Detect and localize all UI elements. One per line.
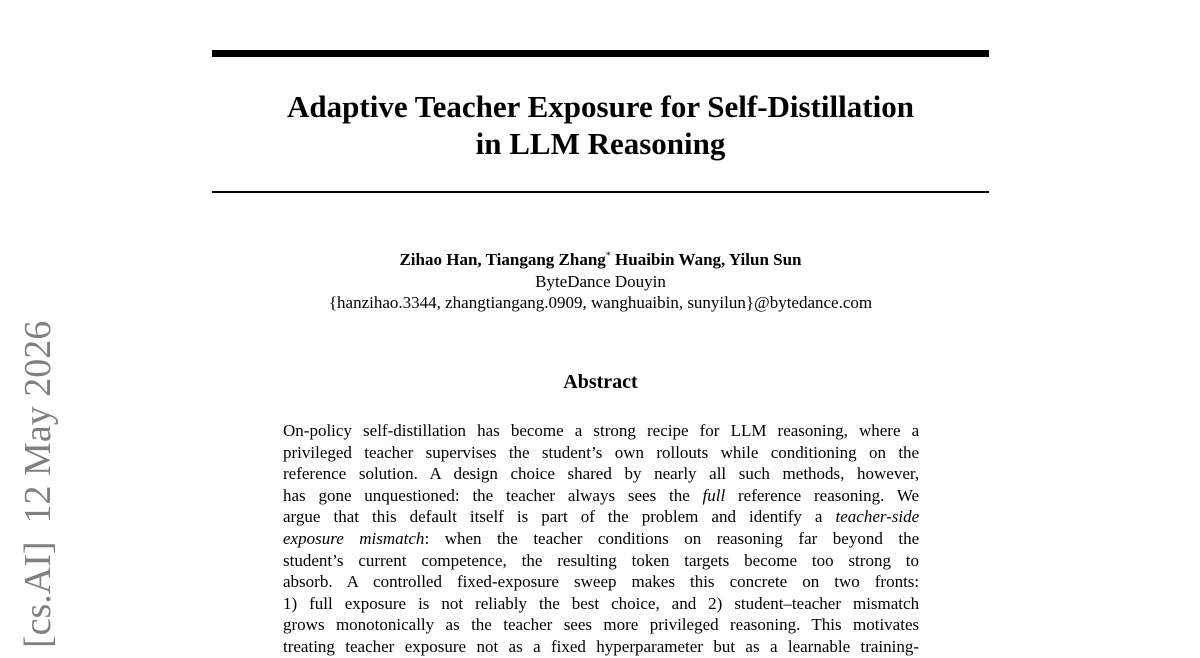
abstract-word: : bbox=[424, 528, 430, 548]
abstract-word: as bbox=[445, 615, 460, 635]
abstract-word: all bbox=[709, 464, 727, 484]
title-line: Adaptive Teacher Exposure for Self-Distillation bbox=[287, 89, 914, 124]
abstract-word: not bbox=[476, 636, 499, 656]
abstract-emphasis: teacher-side bbox=[835, 507, 920, 527]
abstract-word: on bbox=[868, 442, 886, 462]
abstract-line bbox=[283, 463, 919, 485]
abstract-word: rollouts bbox=[656, 442, 709, 462]
abstract-word: absorb. bbox=[283, 572, 333, 592]
affiliation: ByteDance Douyin bbox=[535, 271, 666, 291]
abstract-word: has bbox=[283, 485, 306, 505]
abstract-word: nearly bbox=[654, 464, 697, 484]
authors-part-2: Huaibin Wang, Yilun Sun bbox=[615, 250, 802, 269]
abstract-word: a bbox=[911, 421, 920, 440]
abstract-word: reasoning bbox=[716, 528, 783, 548]
abstract-word: that bbox=[333, 507, 359, 527]
title-line: in LLM Reasoning bbox=[475, 126, 726, 161]
abstract-word: fronts: bbox=[874, 572, 920, 592]
abstract-word: LLM bbox=[730, 421, 767, 440]
abstract-word: part bbox=[541, 507, 568, 527]
abstract-word: the bbox=[471, 615, 492, 635]
abstract-word: the bbox=[668, 485, 690, 505]
abstract-word: more bbox=[603, 615, 639, 635]
abstract-word: controlled bbox=[373, 572, 442, 592]
abstract-word: teacher bbox=[364, 442, 414, 462]
abstract-word: motivates bbox=[853, 615, 920, 635]
abstract-word: the bbox=[898, 528, 920, 548]
abstract-body bbox=[283, 420, 919, 658]
abstract-word: conditions bbox=[597, 528, 669, 548]
abstract-word: a bbox=[814, 507, 823, 527]
abstract-word: while bbox=[720, 442, 759, 462]
abstract-word: grows bbox=[283, 615, 325, 635]
abstract-word: best bbox=[571, 593, 600, 613]
abstract-word: design bbox=[453, 464, 498, 484]
abstract-word: training- bbox=[860, 636, 920, 656]
abstract-line bbox=[283, 442, 919, 464]
abstract-word: exposure bbox=[344, 593, 407, 613]
abstract-word: this bbox=[372, 507, 397, 527]
abstract-word: and bbox=[671, 593, 697, 613]
abstract-word: when bbox=[444, 528, 482, 548]
abstract-word: sees bbox=[563, 615, 593, 635]
abstract-word: teacher bbox=[506, 485, 556, 505]
abstract-word: A bbox=[346, 572, 359, 592]
abstract-word: however, bbox=[857, 464, 920, 484]
abstract-word: a bbox=[533, 636, 541, 656]
abstract-word: learnable bbox=[787, 636, 851, 656]
abstract-word: own bbox=[614, 442, 644, 462]
abstract-word: sees bbox=[627, 485, 657, 505]
abstract-word: the bbox=[497, 528, 518, 548]
title-rule bbox=[212, 191, 989, 193]
abstract-word: full bbox=[309, 593, 333, 613]
abstract-word: competence, bbox=[421, 550, 507, 570]
abstract-word: the bbox=[898, 442, 920, 462]
abstract-word: reasoning. bbox=[730, 615, 801, 635]
author-emails: {hanzihao.3344, zhangtiangang.0909, wanghuaibin, sunyilun}@bytedance.com bbox=[328, 293, 873, 312]
abstract-word: is bbox=[516, 507, 529, 527]
abstract-word: a bbox=[769, 636, 778, 656]
abstract-word: privileged bbox=[649, 615, 719, 635]
top-rule bbox=[212, 50, 989, 57]
abstract-line bbox=[283, 593, 919, 615]
abstract-word: recipe bbox=[647, 421, 689, 440]
abstract-line bbox=[283, 636, 919, 658]
abstract-word: such bbox=[738, 464, 770, 484]
abstract-word: teacher bbox=[533, 528, 583, 548]
abstract-word: the bbox=[472, 485, 494, 505]
abstract-word: this bbox=[689, 572, 715, 592]
abstract-word: makes bbox=[631, 572, 675, 592]
abstract-word: reasoning. bbox=[814, 485, 885, 505]
abstract-word: identify bbox=[749, 507, 802, 527]
abstract-emphasis: mismatch bbox=[359, 528, 425, 548]
abstract-word: two bbox=[834, 572, 860, 592]
abstract-word: resulting bbox=[557, 550, 617, 570]
abstract-word: teacher bbox=[503, 615, 553, 635]
abstract-word: too bbox=[811, 550, 834, 570]
abstract-word: itself bbox=[469, 507, 504, 527]
abstract-word: as bbox=[508, 636, 523, 656]
abstract-word: reference bbox=[738, 485, 802, 505]
abstract-word: mismatch bbox=[852, 593, 920, 613]
abstract-heading: Abstract bbox=[563, 371, 638, 393]
abstract-word: a bbox=[574, 421, 583, 440]
abstract-word: beyond bbox=[832, 528, 883, 548]
arxiv-side-stamp bbox=[8, 321, 68, 648]
abstract-word: strong bbox=[848, 550, 891, 570]
abstract-word: token bbox=[631, 550, 670, 570]
abstract-word: to bbox=[905, 550, 920, 570]
abstract-word: reference bbox=[283, 464, 347, 484]
abstract-line bbox=[283, 485, 919, 507]
abstract-word: current bbox=[358, 550, 407, 570]
abstract-word: teacher bbox=[345, 636, 395, 656]
abstract-word: become bbox=[744, 550, 797, 570]
abstract-word: argue bbox=[283, 507, 321, 527]
abstract-word: student’s bbox=[541, 442, 603, 462]
abstract-word: far bbox=[798, 528, 818, 548]
abstract-word: self-distillation bbox=[363, 421, 466, 440]
abstract-word: problem bbox=[641, 507, 699, 527]
arxiv-category: [cs.AI] bbox=[17, 541, 59, 648]
abstract-word: reasoning, bbox=[777, 421, 848, 440]
paper-title bbox=[212, 88, 989, 162]
abstract-word: on bbox=[684, 528, 702, 548]
abstract-word: A bbox=[429, 464, 441, 484]
abstract-word: the bbox=[607, 507, 629, 527]
arxiv-date: 12 May 2026 bbox=[17, 320, 59, 524]
abstract-word: strong bbox=[593, 421, 636, 440]
abstract-word: We bbox=[896, 485, 920, 505]
abstract-word: gone bbox=[318, 485, 352, 505]
abstract-word: shared bbox=[567, 464, 612, 484]
abstract-word: 1) bbox=[283, 593, 298, 613]
abstract-word: sweep bbox=[574, 572, 617, 592]
abstract-word: conditioning bbox=[770, 442, 857, 462]
abstract-word: and bbox=[711, 507, 736, 527]
abstract-word: student–teacher bbox=[734, 593, 841, 613]
abstract-word: as bbox=[745, 636, 760, 656]
abstract-line bbox=[283, 550, 919, 572]
abstract-word: of bbox=[580, 507, 595, 527]
author-block bbox=[212, 249, 989, 314]
abstract-word: student’s bbox=[283, 550, 344, 570]
abstract-line bbox=[283, 571, 919, 593]
abstract-word: fixed bbox=[550, 636, 586, 656]
abstract-word: choice bbox=[510, 464, 555, 484]
abstract-word: choice, bbox=[611, 593, 660, 613]
abstract-word: where bbox=[858, 421, 901, 440]
abstract-word: On-policy bbox=[283, 421, 352, 440]
abstract-word: the bbox=[521, 550, 543, 570]
abstract-word: by bbox=[624, 464, 642, 484]
abstract-word: solution. bbox=[358, 464, 418, 484]
abstract-word: 2) bbox=[708, 593, 723, 613]
abstract-emphasis: exposure bbox=[283, 528, 344, 548]
abstract-word: not bbox=[441, 593, 464, 613]
abstract-word: privileged bbox=[283, 442, 352, 462]
abstract-word: treating bbox=[283, 636, 335, 656]
abstract-line bbox=[283, 614, 919, 636]
abstract-word: but bbox=[713, 636, 736, 656]
abstract-word: the bbox=[508, 442, 530, 462]
abstract-word: reliably bbox=[475, 593, 527, 613]
abstract-word: is bbox=[418, 593, 430, 613]
abstract-word: targets bbox=[684, 550, 730, 570]
authors-part-1: Zihao Han, Tiangang Zhang bbox=[399, 250, 606, 269]
corresponding-author-mark: * bbox=[605, 250, 611, 262]
abstract-line bbox=[283, 528, 919, 550]
abstract-word: monotonically bbox=[335, 615, 435, 635]
abstract-word: concrete bbox=[729, 572, 788, 592]
abstract-word: unquestioned: bbox=[364, 485, 460, 505]
abstract-word: exposure bbox=[404, 636, 467, 656]
abstract-word: supervises bbox=[425, 442, 497, 462]
abstract-word: always bbox=[567, 485, 616, 505]
abstract-word: the bbox=[538, 593, 560, 613]
author-names bbox=[212, 249, 989, 271]
abstract-word: on bbox=[802, 572, 820, 592]
abstract-word: default bbox=[409, 507, 457, 527]
abstract-emphasis: full bbox=[702, 485, 726, 505]
abstract-word: has bbox=[477, 421, 500, 440]
abstract-word: fixed-exposure bbox=[457, 572, 559, 592]
abstract-line bbox=[283, 506, 919, 528]
abstract-word: methods, bbox=[782, 464, 845, 484]
abstract-word: This bbox=[811, 615, 842, 635]
abstract-word: for bbox=[699, 421, 720, 440]
abstract-word: become bbox=[510, 421, 564, 440]
abstract-word: hyperparameter bbox=[596, 636, 703, 656]
abstract-line bbox=[283, 420, 919, 442]
